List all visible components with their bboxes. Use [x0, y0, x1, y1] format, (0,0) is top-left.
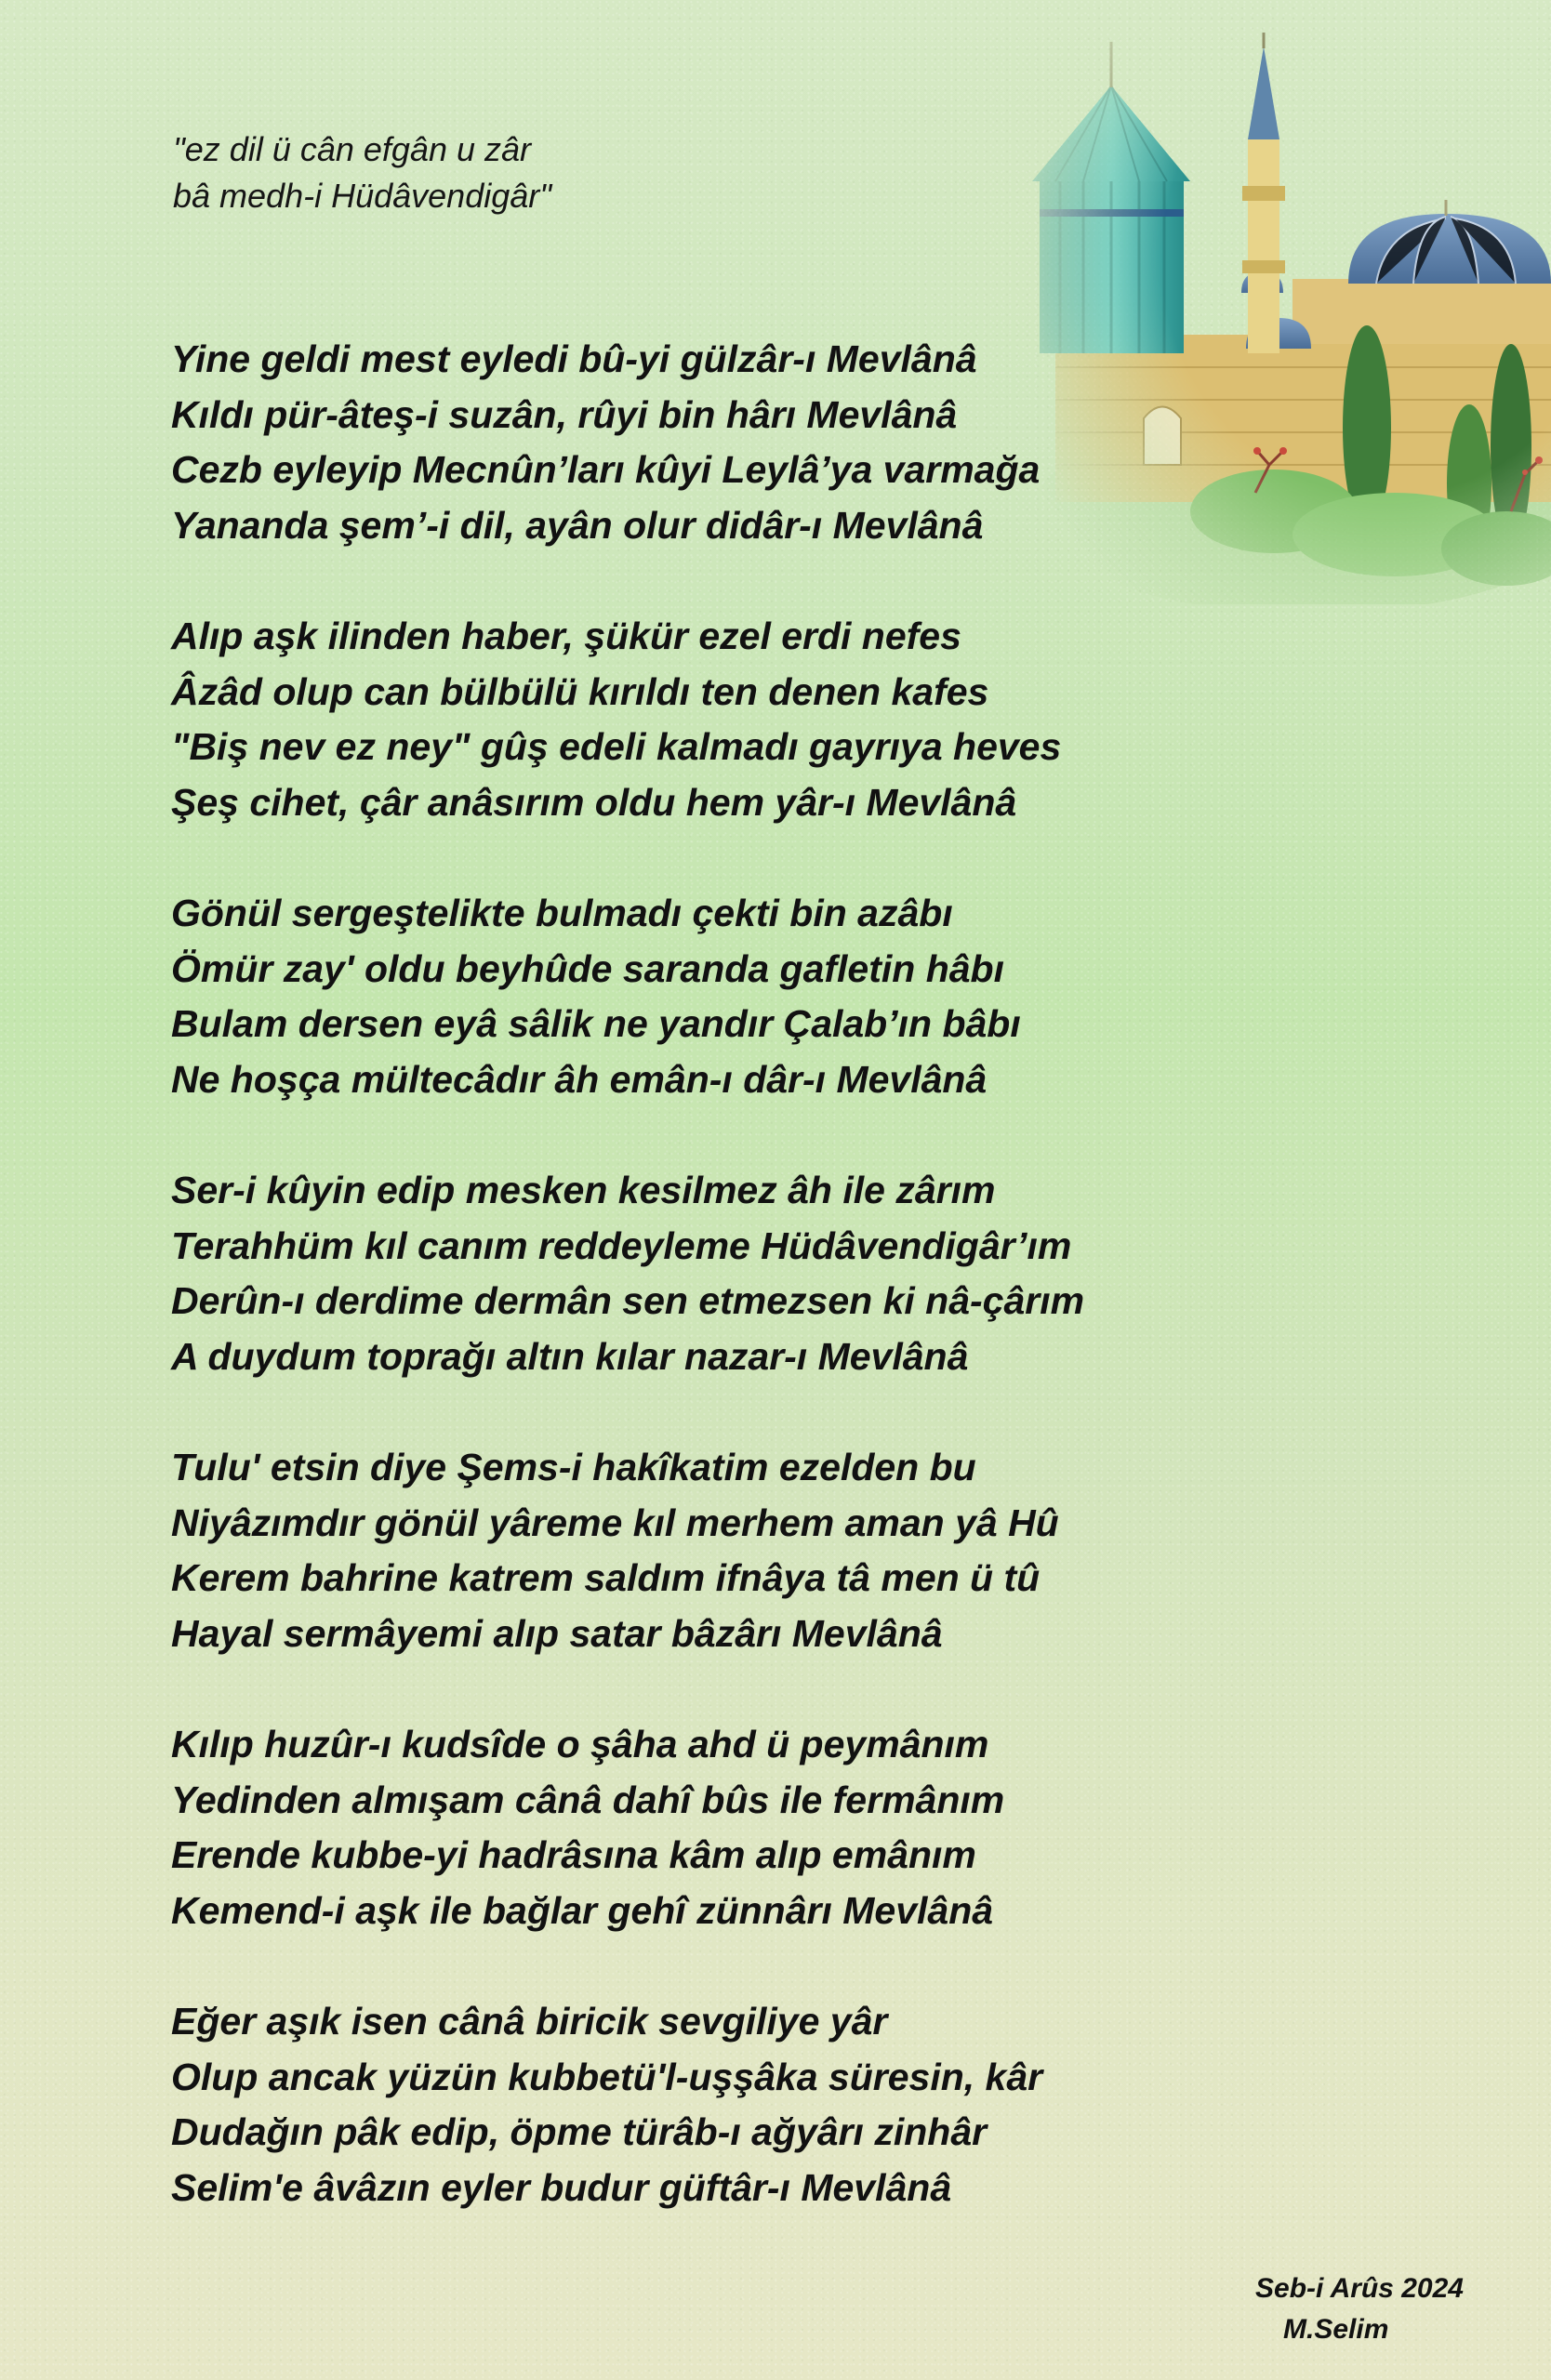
poem-line: Yine geldi mest eyledi bû-yi gülzâr-ı Mevlânâ [171, 337, 977, 380]
signature-date: Seb-i Arûs 2024 [1255, 2273, 1464, 2304]
poem-line: A duydum toprağı altın kılar nazar-ı Mevlânâ [171, 1334, 969, 1378]
poem-line: Ser-i kûyin edip mesken kesilmez âh ile zârım [171, 1169, 996, 1211]
poem-line: Âzâd olup can bülbülü kırıldı ten denen kafes [171, 669, 989, 713]
stanza-6 [171, 1717, 1157, 1938]
poem-line: Olup ancak yüzün kubbetü'l-uşşâka süresin, kâr [171, 2055, 1043, 2098]
poem-line: Selim'e âvâzın eyler budur güftâr-ı Mevlânâ [171, 2165, 952, 2209]
poem-line: Hayal sermâyemi alıp satar bâzârı Mevlânâ [171, 1611, 943, 1655]
stanza-1 [171, 332, 1157, 553]
stanza-7 [171, 1994, 1157, 2215]
poem-line: Bulam dersen eyâ sâlik ne yandır Çalab’ın bâbı [171, 1002, 1021, 1045]
poem-line: Niyâzımdır gönül yâreme kıl merhem aman yâ Hû [171, 1501, 1059, 1544]
poem-line: Ne hoşça mültecâdır âh emân-ı dâr-ı Mevlânâ [171, 1057, 988, 1101]
poem-line: Kıldı pür-âteş-i suzân, rûyi bin hârı Mevlânâ [171, 392, 958, 436]
poem-line: Derûn-ı derdime dermân sen etmezsen ki nâ-çârım [171, 1279, 1085, 1322]
poem-line: Yedinden almışam cânâ dahî bûs ile fermânım [171, 1778, 1005, 1821]
signature [1255, 2268, 1464, 2350]
signature-author: M.Selim [1283, 2314, 1389, 2345]
poem-line: Gönül sergeştelikte bulmadı çekti bin azâbı [171, 892, 953, 934]
poem-line: Yananda şem’-i dil, ayân olur didâr-ı Mevlânâ [171, 503, 984, 547]
poem-line: Eğer aşık isen cânâ biricik sevgiliye yâr [171, 2000, 888, 2043]
poem-line: Ömür zay' oldu beyhûde saranda gafletin hâbı [171, 946, 1004, 990]
epigraph-line: bâ medh-i Hüdâvendigâr" [173, 177, 552, 215]
poem-line: Şeş cihet, çâr anâsırım oldu hem yâr-ı Mevlânâ [171, 780, 1017, 824]
epigraph [173, 126, 551, 219]
poem-line: Terahhüm kıl canım reddeyleme Hüdâvendigâr’ım [171, 1223, 1072, 1267]
stanza-2 [171, 609, 1157, 830]
poem-line: Kılıp huzûr-ı kudsîde o şâha ahd ü peymânım [171, 1723, 989, 1765]
stanza-5 [171, 1440, 1157, 1661]
stanza-3 [171, 886, 1157, 1107]
poem-line: Erende kubbe-yi hadrâsına kâm alıp emânım [171, 1833, 976, 1876]
poem-line: Tulu' etsin diye Şems-i hakîkatim ezelden bu [171, 1446, 976, 1488]
epigraph-line: "ez dil ü cân efgân u zâr [173, 130, 532, 168]
poem-line: Alıp aşk ilinden haber, şükür ezel erdi nefes [171, 615, 961, 657]
poem-line: Cezb eyleyip Mecnûn’ları kûyi Leylâ’ya varmağa [171, 448, 1041, 491]
poem-line: Kemend-i aşk ile bağlar gehî zünnârı Mevlânâ [171, 1888, 994, 1932]
poem-line: Kerem bahrine katrem saldım ifnâya tâ men ü tû [171, 1556, 1041, 1599]
poem [171, 332, 1157, 2271]
poem-line: "Biş nev ez ney" gûş edeli kalmadı gayrıya heves [171, 725, 1062, 768]
stanza-4 [171, 1163, 1157, 1384]
poem-line: Dudağın pâk edip, öpme türâb-ı ağyârı zinhâr [171, 2110, 988, 2153]
